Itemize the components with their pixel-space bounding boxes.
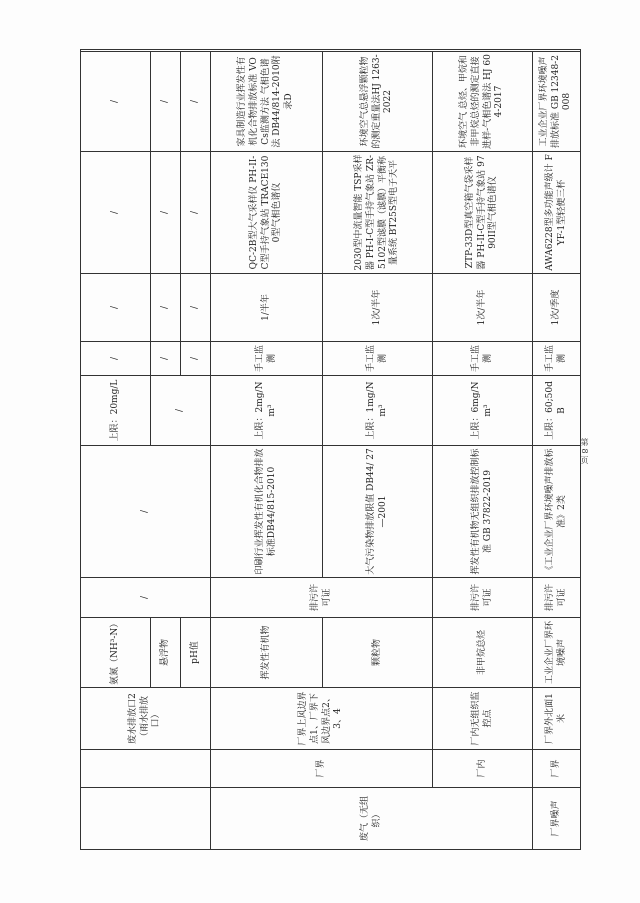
cell-standard: 印刷行业挥发性有机化合物排放标准DB44/815-2010 bbox=[211, 446, 323, 578]
cell-location bbox=[81, 750, 211, 788]
cell-category: 废气（无组织） bbox=[211, 788, 533, 850]
cell-method: / bbox=[181, 342, 211, 376]
cell-point: 厂界上风边界点1、厂界下风边界点2、3、4 bbox=[211, 688, 433, 750]
cell-point: 厂界外北面1米 bbox=[533, 688, 581, 750]
cell-instrument: AWA6228型多功能声级计 FYF-1型轻便三杯 bbox=[533, 152, 581, 274]
cell-location: 厂界 bbox=[533, 750, 581, 788]
cell-method: 手工监测 bbox=[211, 342, 323, 376]
cell-location: 厂界 bbox=[211, 750, 433, 788]
cell-analysis: / bbox=[181, 52, 211, 152]
cell-category: 厂界噪声 bbox=[533, 788, 581, 850]
table-row bbox=[81, 50, 151, 850]
cell-standard: 《工业企业厂界环境噪声排放标准》2类 bbox=[533, 446, 581, 578]
cell-standard: / bbox=[81, 446, 211, 578]
cell-basis: 排污许可证 bbox=[533, 578, 581, 618]
cell-limit: 上限：2mg/Nm³ bbox=[211, 376, 323, 446]
monitoring-table bbox=[80, 49, 581, 850]
cell-limit: 上限：20mg/L bbox=[81, 376, 151, 446]
cell-limit: / bbox=[151, 376, 211, 446]
cell-method: / bbox=[81, 342, 151, 376]
cell-method: 手工监测 bbox=[533, 342, 581, 376]
cell-analysis: / bbox=[81, 52, 151, 152]
cell-frequency: 1次/半年 bbox=[323, 274, 433, 342]
cell-analysis: 环境空气 总烃、甲烷和非甲烷总烃的测定直接进样-气相色谱法 HJ 604-2017 bbox=[433, 52, 533, 152]
cell-point: 厂内无组织监控点 bbox=[433, 688, 533, 750]
cell-frequency: / bbox=[181, 274, 211, 342]
page-number: 第 8 页 bbox=[580, 438, 589, 465]
table-row bbox=[433, 50, 533, 850]
cell-analysis: 工业企业厂界环境噪声排放标准 GB 12348-2008 bbox=[533, 52, 581, 152]
cell-category bbox=[81, 788, 211, 850]
cell-analysis: 环境空气总悬浮颗粒物的测定重量法HJ 1263-2022 bbox=[323, 52, 433, 152]
cell-standard: 挥发性有机物无组织排放控制标准 GB 37822-2019 bbox=[433, 446, 533, 578]
cell-instrument: ZTP-33D型真空箱气袋采样器 PH-II-C型手持气象站 9790II型气相色谱仪 bbox=[433, 152, 533, 274]
table-row bbox=[211, 50, 323, 850]
cell-instrument: / bbox=[151, 152, 181, 274]
cell-instrument: / bbox=[81, 152, 151, 274]
cell-point: 废水排放口2（雨水排放口） bbox=[81, 688, 211, 750]
cell-method: / bbox=[151, 342, 181, 376]
cell-limit: 上限：1mg/Nm³ bbox=[323, 376, 433, 446]
cell-frequency: 1次/季度 bbox=[533, 274, 581, 342]
cell-pollutant: 颗粒物 bbox=[323, 618, 433, 688]
rotated-table-container bbox=[80, 50, 580, 850]
cell-basis: 排污许可证 bbox=[211, 578, 433, 618]
cell-method: 手工监测 bbox=[433, 342, 533, 376]
cell-instrument: QC-2B型大气采样仪 PH-II-C型手持气象站 TRACE1300型气相色谱仪 bbox=[211, 152, 323, 274]
cell-pollutant: pH值 bbox=[181, 618, 211, 688]
cell-limit: 上限：6mg/Nm³ bbox=[433, 376, 533, 446]
cell-frequency: / bbox=[81, 274, 151, 342]
cell-analysis: / bbox=[151, 52, 181, 152]
cell-pollutant: 挥发性有机物 bbox=[211, 618, 323, 688]
cell-analysis: 家具制造行业挥发性有机化合物排放标准 VOCs监测方法 气相色谱法 DB44/814-2010附录D bbox=[211, 52, 323, 152]
cell-basis: / bbox=[81, 578, 211, 618]
cell-limit: 上限：60;50dB bbox=[533, 376, 581, 446]
cell-instrument: 2030型中流量智能 TSP采样器 PH-I-C型手持气象站 ZR-5102型滤膜（滤膜）平衡称量系统 BT25S型电子天平 bbox=[323, 152, 433, 274]
cell-frequency: / bbox=[151, 274, 181, 342]
cell-frequency: 1次/半年 bbox=[433, 274, 533, 342]
cell-method: 手工监测 bbox=[323, 342, 433, 376]
cell-pollutant: 工业企业厂界环境噪声 bbox=[533, 618, 581, 688]
cell-pollutant: 氨氮（NH³-N） bbox=[81, 618, 151, 688]
cell-pollutant: 悬浮物 bbox=[151, 618, 181, 688]
cell-pollutant: 非甲烷总烃 bbox=[433, 618, 533, 688]
cell-frequency: 1/半年 bbox=[211, 274, 323, 342]
table-row bbox=[533, 50, 581, 850]
cell-standard: 大气污染物排放限值 DB44/ 27—2001 bbox=[323, 446, 433, 578]
cell-location: 厂内 bbox=[433, 750, 533, 788]
cell-basis: 排污许可证 bbox=[433, 578, 533, 618]
cell-instrument: / bbox=[181, 152, 211, 274]
